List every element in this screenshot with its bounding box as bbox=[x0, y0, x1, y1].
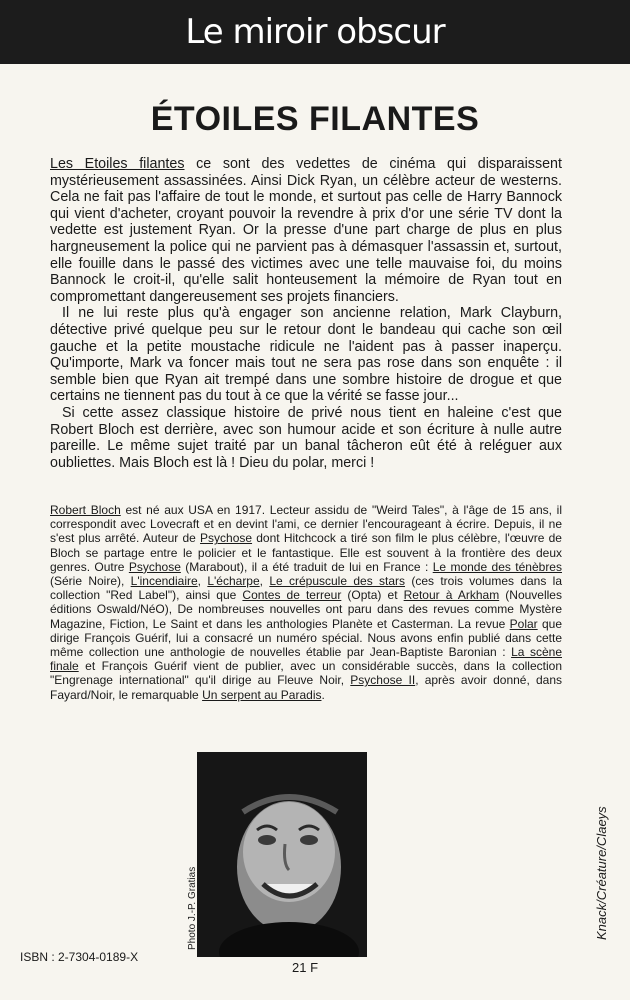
photo-credit: Photo J.-P. Gratias bbox=[187, 866, 198, 950]
series-banner bbox=[0, 0, 630, 64]
series-title: Le miroir obscur bbox=[185, 12, 445, 52]
synopsis-paragraph-2: Il ne lui reste plus qu'à engager son ancienne relation, Mark Clayburn, détective privé quelque peu sur le retour dont le bandeau qui cache son œil gauche et la petite moustache ridicule ne l'aident pas à passer inaperçu. Qu'importe, Mark va foncer mais tout ne sera pas rose dans son enquête : il semble bien que Ryan ait trempé dans une sombre histoire de drogue et que certains ne tiennent pas du tout à ce que la vérité se fasse jour... bbox=[50, 305, 562, 405]
synopsis-paragraph-1: Les Etoiles filantes ce sont des vedettes de cinéma qui disparaissent mystérieusement assassinées. Ainsi Dick Ryan, un célèbre acteur de westerns. Cela ne fait pas l'affaire de tout le monde, et surtout pas celle de Harry Bannock qui vient d'acheter, croyant pouvoir la revendre à prix d'or une série TV dont la vedette est justement Ryan. Or la presse d'une part charge de plus en plus hargneusement la police qui ne parvient pas à démasquer l'assassin et, surtout, elle fouille dans le passé des victimes avec une telle mauvaise foi, du moins Bannock le croit-il, qu'elle salit honteusement la mémoire de Ryan tout en compromettant dangereusement ses projets financiers. bbox=[50, 156, 562, 305]
book-title-link: Les Etoiles filantes bbox=[50, 156, 185, 172]
author-bio: Robert Bloch est né aux USA en 1917. Lecteur assidu de "Weird Tales", à l'âge de 15 ans, il correspondit avec Lovecraft et en devint l'ami, ce dernier l'encourageant à écrire. Depuis, il ne s'est plus arrêté. Auteur de Psychose dont Hitchcock a tiré son film le plus célèbre, l'œuvre de Bloch se partage entre le policier et le fantastique. Elle est souvent à la frontière des deux genres. Outre Psychose (Marabout), il a été traduit de lui en France : Le monde des ténèbres (Série Noire), L'incendiaire, L'écharpe, Le crépuscule des stars (ces trois volumes dans la collection "Red Label"), ainsi que Contes de terreur (Opta) et Retour à Arkham (Nouvelles éditions Oswald/NéO), De nombreuses nouvelles ont paru dans des revues comme Mystère Magazine, Fiction, Le Saint et dans les anthologies Planète et Casterman. La revue Polar que dirige François Guérif, lui a consacré un numéro spécial. Nous avons enfin publié dans cette même collection une anthologie de nouvelles établie par Jean-Baptiste Baronian : La scène finale et François Guérif vient de publier, avec un considérable succès, dans la collection "Engrenage international" qu'il dirige au Fleuve Noir, Psychose II, après avoir donné, dans Fayard/Noir, le remarquable Un serpent au Paradis. bbox=[50, 503, 563, 702]
isbn: ISBN : 2-7304-0189-X bbox=[20, 950, 139, 964]
author-portrait bbox=[197, 752, 367, 957]
publisher-imprint: Knack/Créature/Claeys bbox=[594, 806, 609, 940]
price: 21 F bbox=[292, 960, 319, 975]
synopsis bbox=[50, 156, 562, 471]
book-title: ÉTOILES FILANTES bbox=[150, 100, 480, 138]
synopsis-paragraph-3: Si cette assez classique histoire de privé nous tient en haleine c'est que Robert Bloch est derrière, avec son humour acide et son écriture à nulle autre pareille. Le même sujet traité par un banal tâcheron eût été à reléguer aux oubliettes. Mais Bloch est là ! Dieu du polar, merci ! bbox=[50, 404, 562, 471]
author-name: Robert Bloch bbox=[50, 503, 121, 517]
author-photo bbox=[197, 752, 367, 957]
